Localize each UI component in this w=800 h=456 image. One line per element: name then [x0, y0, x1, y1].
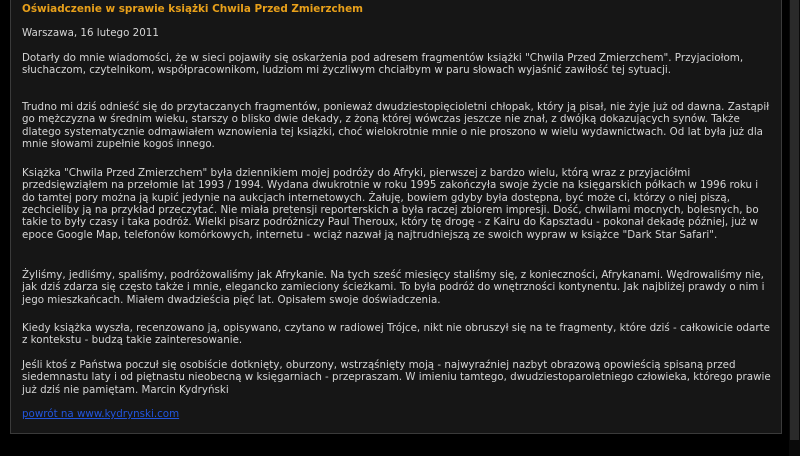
article-title: Oświadczenie w sprawie książki Chwila Przed Zmierzchem	[22, 3, 363, 15]
article-paragraph-3: Książka "Chwila Przed Zmierzchem" była dziennikiem mojej podróży do Afryki, pierwszej z bardzo wielu, którą wraz z przyjaciółmi przedsięwziąłem na przełomie lat 1993 / 1994. Wydana dwukrotnie w roku 1995 zakończyła swoje życie na księgarskich półkach w 1996 roku i do tamtej pory można ją kupić jedynie na aukcjach internetowych. Żałuję, bowiem gdyby była dostępna, być może ci, którzy o niej piszą, zechcieliby ją na przykład przeczytać. Nie miała pretensji reporterskich a była raczej zbiorem impresji. Dość, chwilami mocnych, bolesnych, bo takie to były czasy i taka podróż. Wielki pisarz podróżniczy Paul Theroux, który tę drogę - z Kairu do Kapsztadu - pokonał dekadę później, już w epoce Google Map, telefonów komórkowych, internetu - wciąż nazwał ją najtrudniejszą ze swoich wypraw w książce "Dark Star Safari".	[22, 167, 759, 241]
article-paragraph-2: Trudno mi dziś odnieść się do przytaczanych fragmentów, ponieważ dwudziestopięcioletni chłopak, który ją pisał, nie żyje już od dawna. Zastąpił go mężczyzna w średnim wieku, starszy o blisko dwie dekady, z żoną której wówczas jeszcze nie znał, z dwójką dokazujących synów. Także dlatego systematycznie odmawiałem wznowienia tej książki, choć wielokrotnie mnie o nie proszono w wielu wydawnictwach. Od lat była już dla mnie słowami zupełnie kogoś innego.	[22, 101, 770, 151]
article-dateline: Warszawa, 16 lutego 2011	[22, 27, 159, 39]
back-to-homepage-link[interactable]: powrót na www.kydrynski.com	[22, 408, 180, 420]
article-paragraph-1: Dotarły do mnie wiadomości, że w sieci pojawiły się oskarżenia pod adresem fragmentów książki "Chwila Przed Zmierzchem". Przyjaciołom, słuchaczom, czytelnikom, współpracownikom, ludziom mi życzliwym chciałbym w paru słowach wyjaśnić zawiłość tej sytuacji.	[22, 52, 744, 77]
vertical-scrollbar[interactable]	[789, 0, 800, 456]
scrollbar-thumb[interactable]	[790, 0, 799, 440]
article-paragraph-6: Jeśli ktoś z Państwa poczuł się osobiście dotknięty, oburzony, wstrząśnięty moją - najwyraźniej nazbyt obrazową opowieścią spisaną przed siedemnastu laty i od piętnastu nieobecną w księgarniach - przepraszam. W imieniu tamtego, dwudziestoparoletniego człowieka, którego prawie już dziś nie pamiętam. Marcin Kydryński	[22, 359, 771, 396]
article-paragraph-4: Żyliśmy, jedliśmy, spaliśmy, podróżowaliśmy jak Afrykanie. Na tych sześć miesięcy staliśmy się, z konieczności, Afrykanami. Wędrowaliśmy nie, jak dziś zdarza się często także i mnie, elegancko zamieciony ścieżkami. To była podróż do wnętrzności kontynentu. Jak najbliżej prawdy o nim i jego mieszkańcach. Miałem dwadzieścia pięć lat. Opisałem swoje doświadczenia.	[22, 269, 765, 306]
article-paragraph-5: Kiedy książka wyszła, recenzowano ją, opisywano, czytano w radiowej Trójce, nikt nie obruszył się na te fragmenty, które dziś - całkowicie odarte z kontekstu - budzą takie zainteresowanie.	[22, 322, 770, 347]
